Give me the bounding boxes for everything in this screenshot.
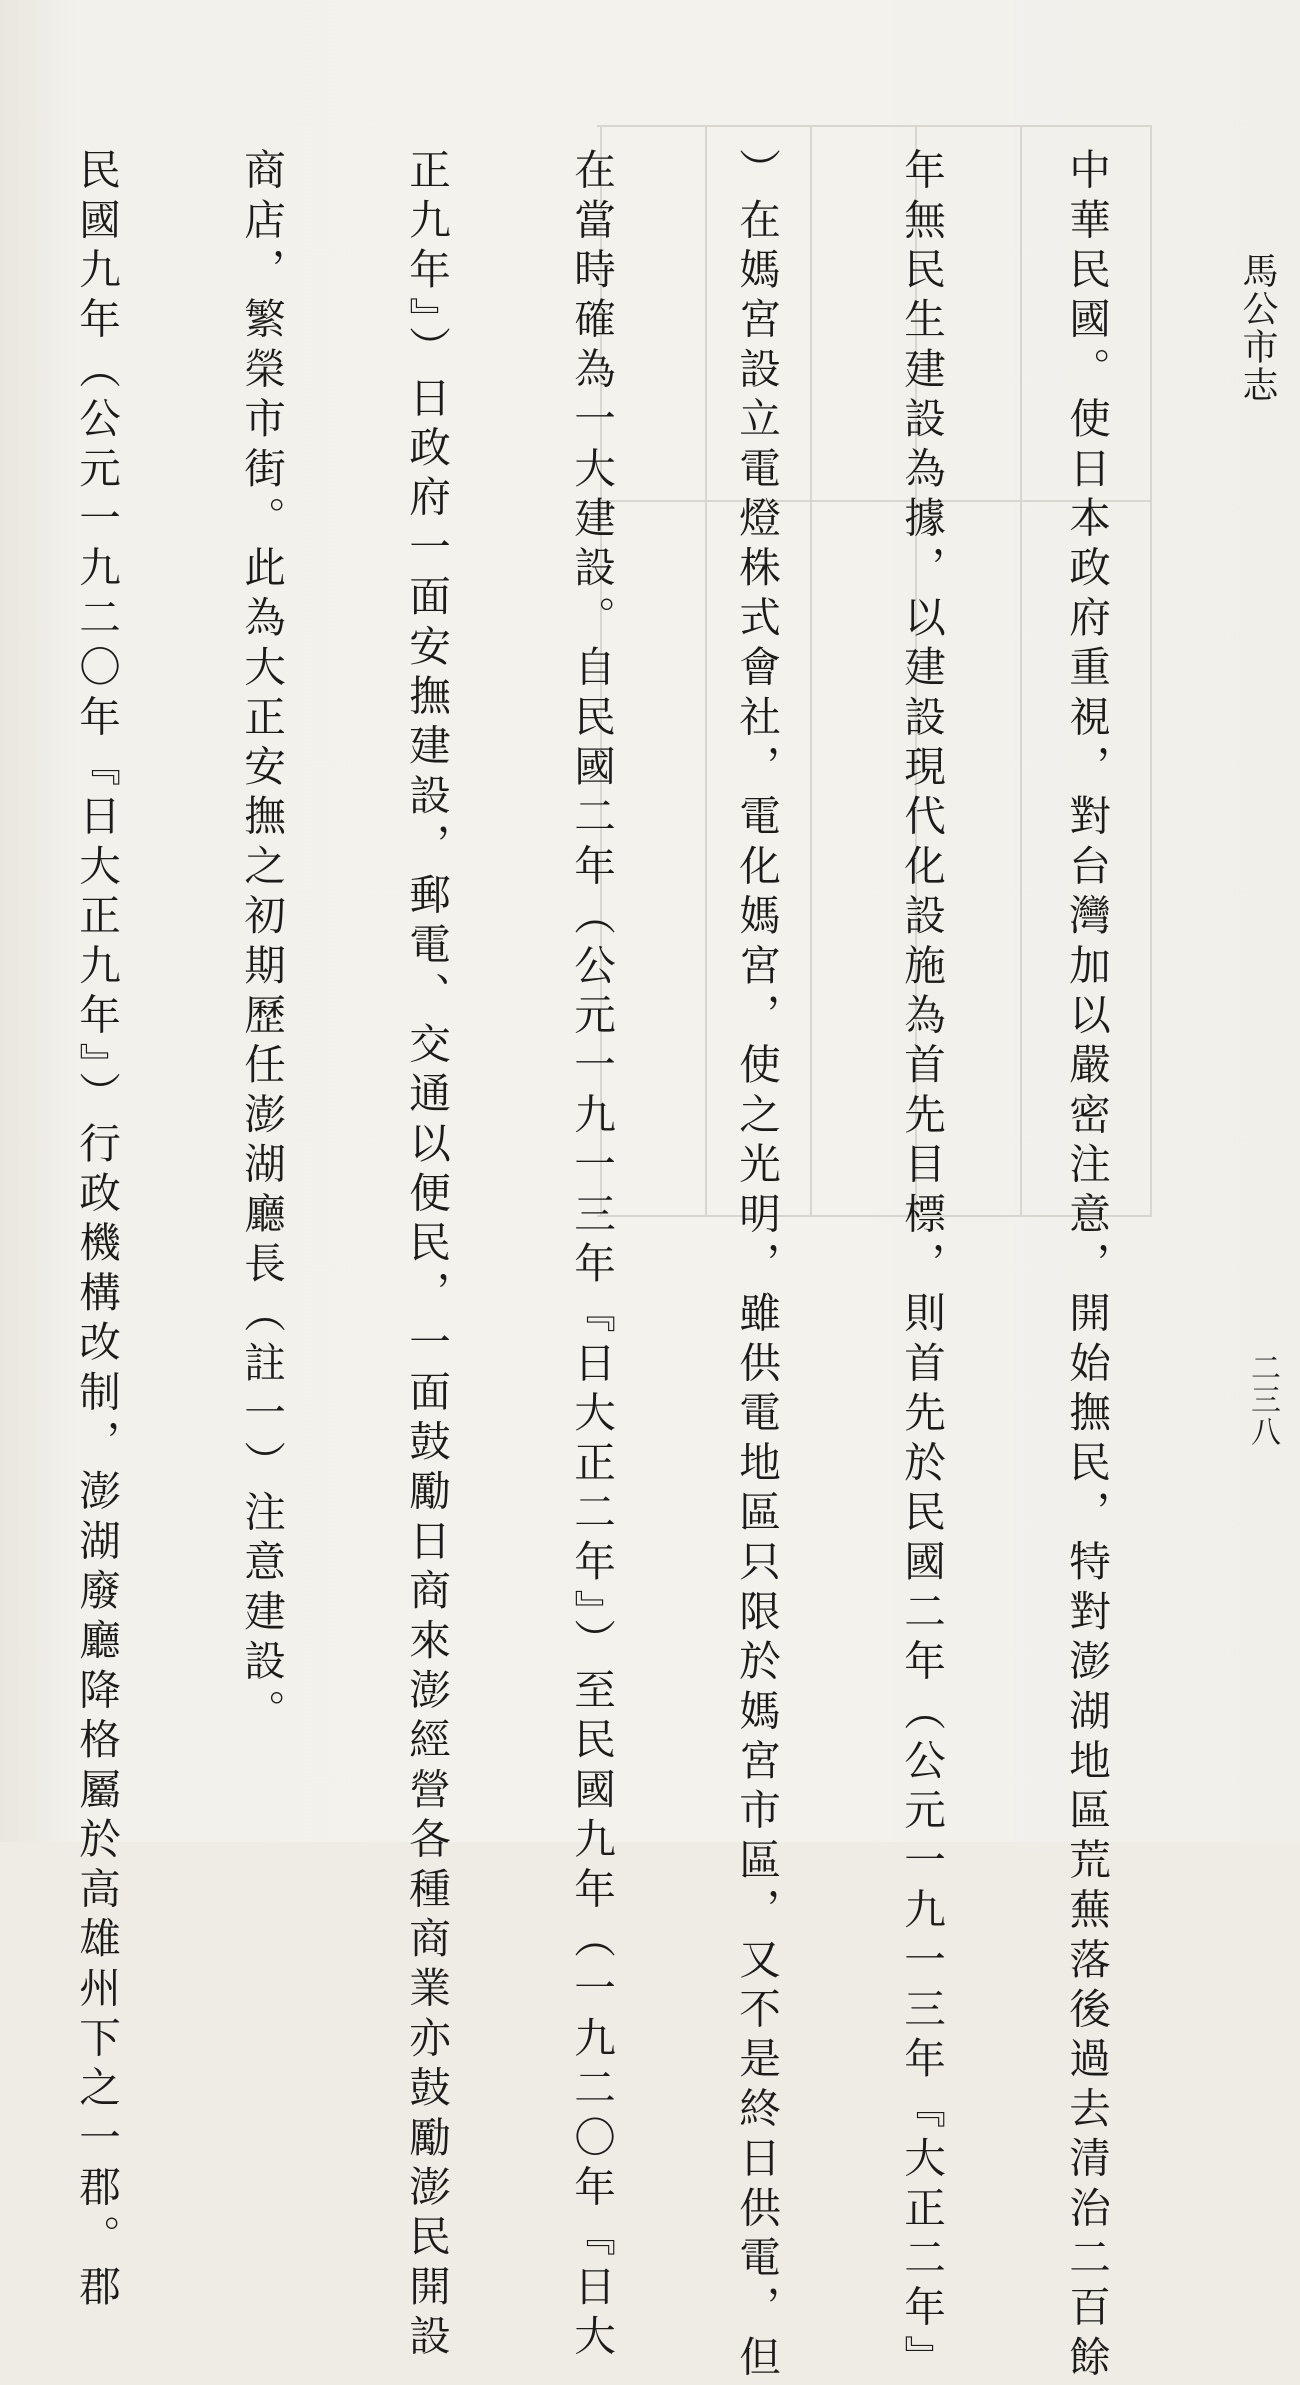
text-line: 民國九年（公元一九二〇年『日大正九年』）行政機構改制，澎湖廢廳降格屬於高雄州下之一郡。郡 [72,148,121,2314]
body-text [72,148,1224,2385]
text-line: 在當時確為一大建設。自民國二年（公元一九一三年『日大正二年』）至民國九年（一九二〇年『日大 [567,148,616,2364]
text-line: 正九年』）日政府一面安撫建設，郵電、交通以便民，一面鼓勵日商來澎經營各種商業亦鼓勵澎民開設 [402,148,451,2364]
text-line: 商店，繁榮市街。此為大正安撫之初期歷任澎湖廳長（註一）注意建設。 [237,148,286,1739]
page-number: 二三八 [1245,1352,1280,1448]
text-line: ）在媽宮設立電燈株式會社，電化媽宮，使之光明，雖供電地區只限於媽宮市區，又不是終日供電，但 [732,148,781,2385]
running-title: 馬公市志 [1237,252,1278,404]
text-line: 年無民生建設為據，以建設現代化設施為首先目標，則首先於民國二年（公元一九一三年『大正二年』 [897,148,946,2385]
text-line: 中華民國。使日本政府重視，對台灣加以嚴密注意，開始撫民，特對澎湖地區荒蕪落後過去清治二百餘 [1062,148,1111,2385]
show-through-rule [597,125,1152,127]
